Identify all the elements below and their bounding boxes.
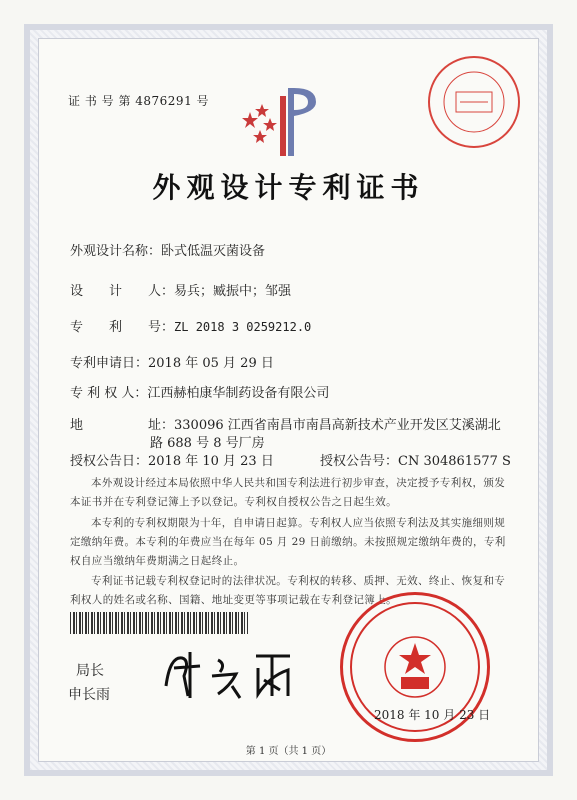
field-design-name — [70, 240, 265, 259]
announce-number: 授权公告号：CN 304861577 S — [320, 454, 511, 469]
field-value: 路 688 号 8 号厂房 — [150, 436, 265, 451]
cnipa-logo-icon — [236, 82, 336, 162]
field-address-line2 — [150, 432, 265, 451]
field-value: ZL 2018 3 0259212.0 — [174, 320, 312, 334]
signatory-role: 局长 — [76, 663, 104, 679]
seal-date: 2018 年 10 月 23 日 — [374, 708, 491, 722]
barcode — [70, 612, 248, 634]
field-label: 专 利 号： — [70, 320, 175, 335]
field-application-date — [70, 352, 274, 371]
field-value: 卧式低温灭菌设备 — [161, 244, 266, 259]
certificate-number: 证 书 号 第 4876291 号 — [68, 94, 210, 108]
field-label: 设 计 人： — [70, 284, 175, 299]
field-patent-number — [70, 316, 311, 335]
paragraph-term: 本专利的专利权期限为十年，自申请日起算。专利权人应当依照专利法及其实施细则规定缴纳年费。本专利的年费应当在每年 05 月 29 日前缴纳。未按照规定缴纳年费的，专利权自应当缴纳年费期满之日起终止。 — [70, 517, 506, 567]
field-label: 专利申请日： — [70, 356, 149, 371]
field-label: 外观设计名称： — [70, 244, 162, 259]
field-value: 易兵；臧振中；邹强 — [174, 284, 292, 299]
field-address — [70, 414, 501, 433]
page-footer: 第 1 页（共 1 页） — [245, 746, 332, 757]
field-patentee — [70, 382, 329, 401]
field-value: 江西赫柏康华制药设备有限公司 — [147, 386, 330, 401]
field-value: 330096 江西省南昌市南昌高新技术产业开发区艾溪湖北 — [174, 418, 501, 433]
handwritten-signature — [160, 646, 310, 710]
paragraph-grant: 本外观设计经过本局依照中华人民共和国专利法进行初步审查，决定授予专利权，颁发本证书并在专利登记簿上予以登记。专利权自授权公告之日起生效。 — [70, 477, 506, 508]
field-value: 2018 年 05 月 29 日 — [148, 356, 274, 371]
agency-stamp — [428, 56, 520, 148]
field-label: 地 址： — [70, 418, 175, 433]
paragraph-legal: 专利证书记载专利权登记时的法律状况。专利权的转移、质押、无效、终止、恢复和专利权人的姓名或名称、国籍、地址变更等事项记载在专利登记簿上。 — [70, 575, 506, 606]
field-label: 专 利 权 人： — [70, 386, 148, 401]
signatory-name: 申长雨 — [68, 687, 110, 703]
certificate-title: 外观设计专利证书 — [152, 171, 425, 204]
announce-date: 授权公告日：2018 年 10 月 23 日 — [70, 454, 274, 469]
field-designers — [70, 280, 291, 299]
